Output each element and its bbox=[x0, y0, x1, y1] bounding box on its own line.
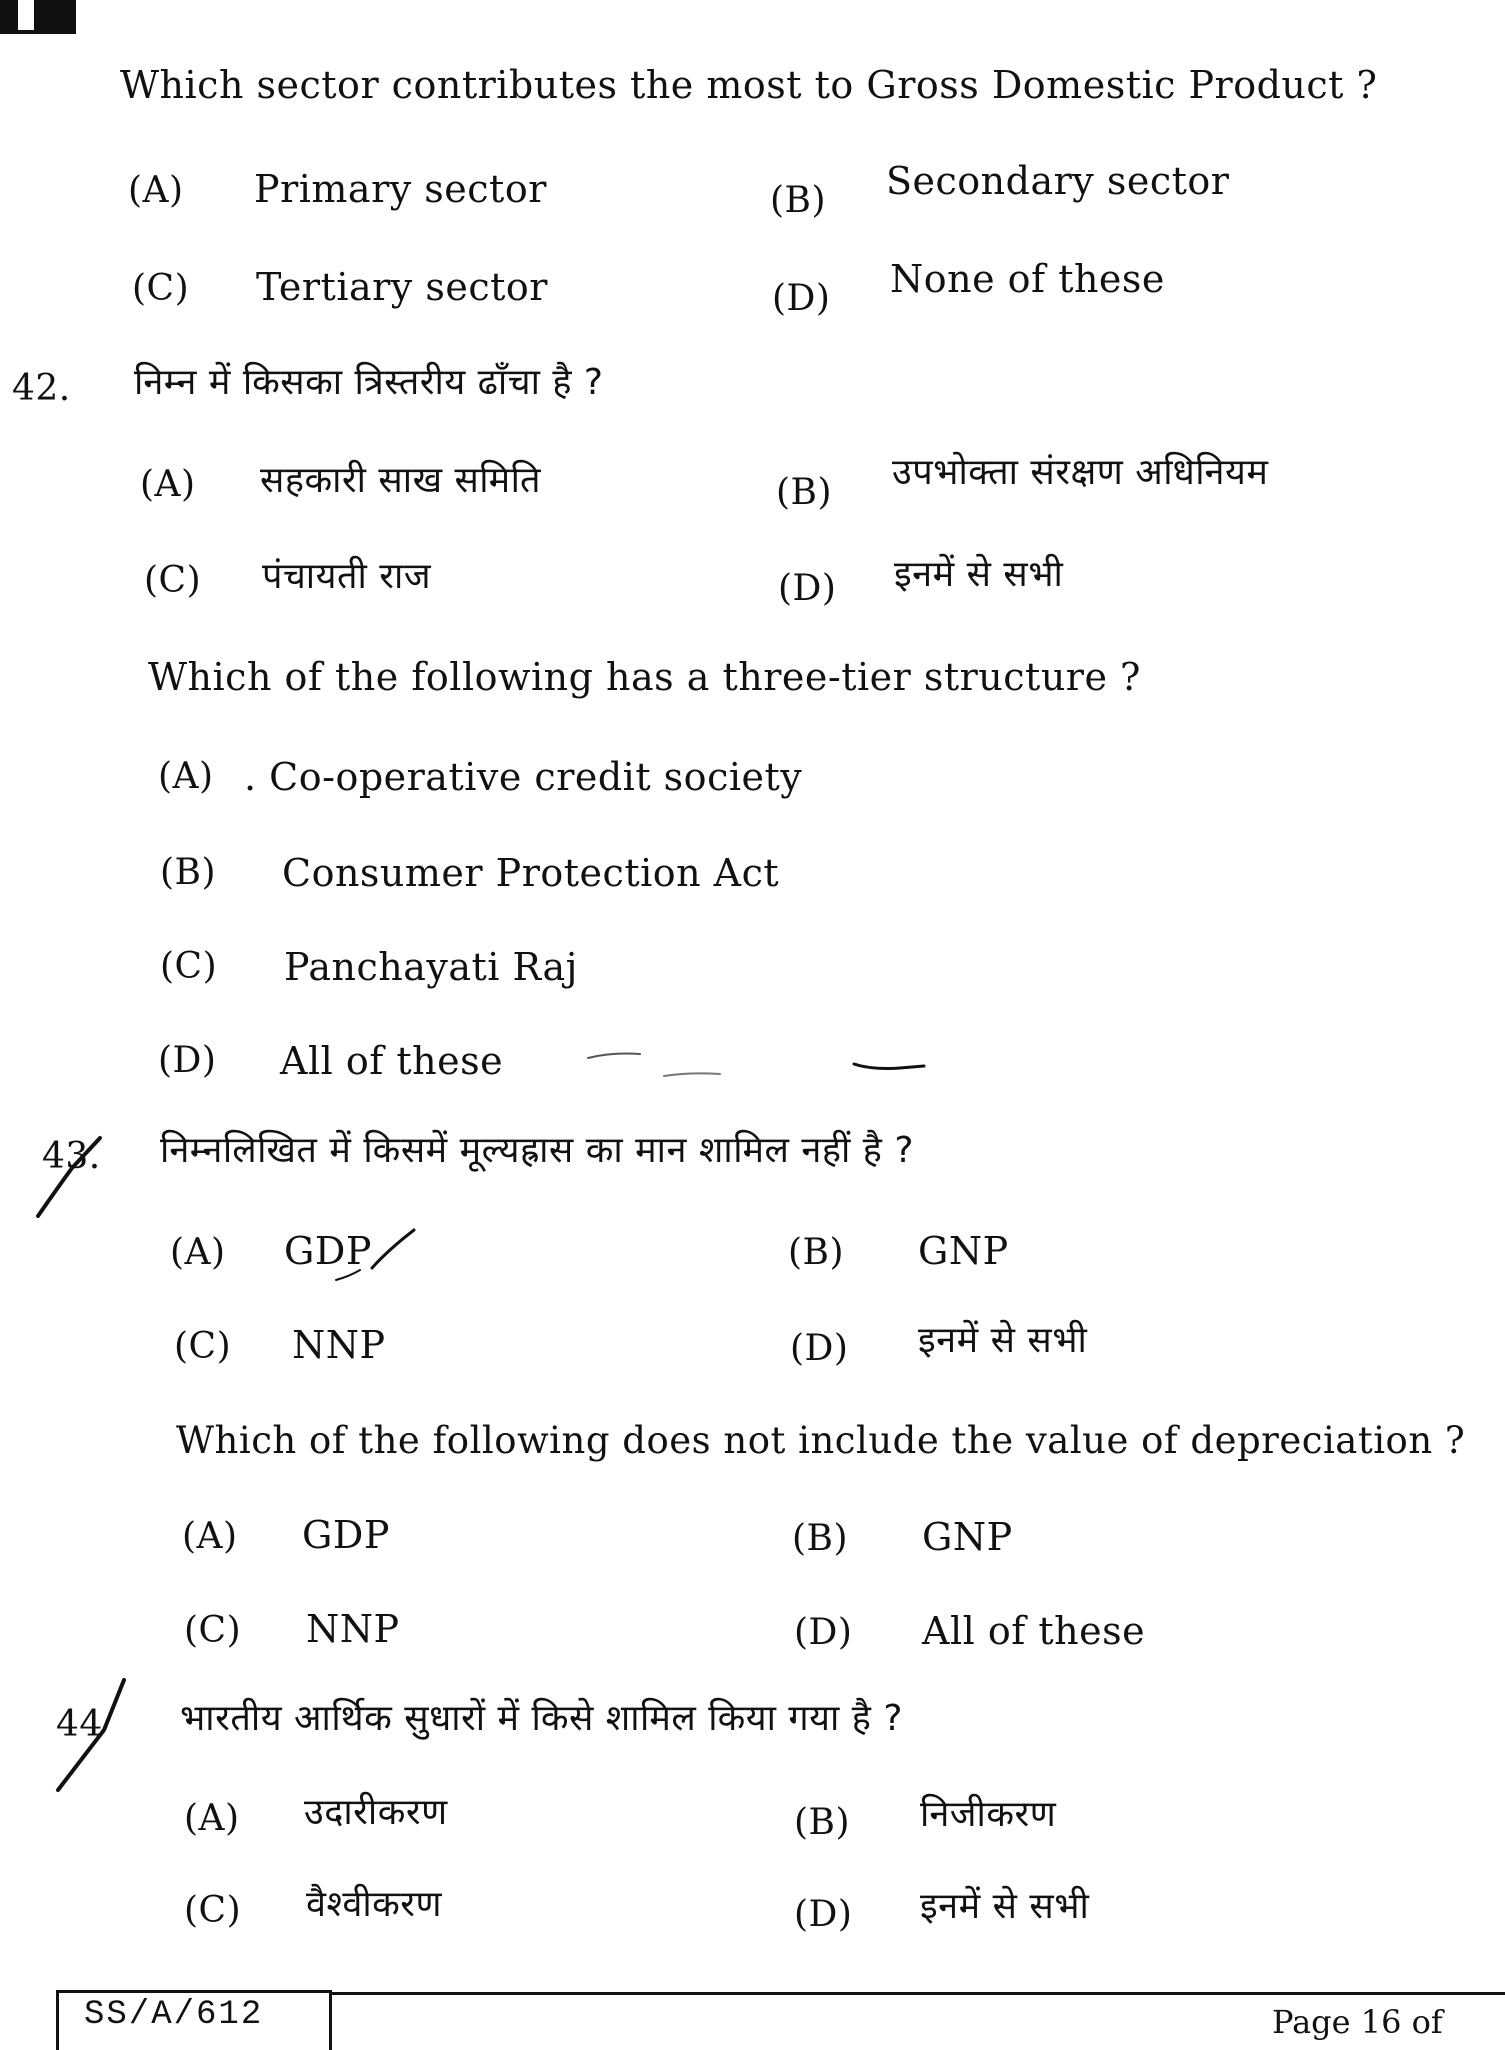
q41-option-d-text: None of these bbox=[890, 257, 1165, 301]
q42-hindi-option-b-label: (B) bbox=[776, 472, 833, 513]
q43-gdp-slash-mark bbox=[372, 1230, 414, 1268]
q42-question-hindi: निम्न में किसका त्रिस्तरीय ढाँचा है ? bbox=[134, 362, 604, 403]
q41-option-b-text: Secondary sector bbox=[886, 159, 1230, 203]
q44-option-c-label: (C) bbox=[184, 1890, 242, 1931]
q44-option-b-text: निजीकरण bbox=[920, 1794, 1057, 1835]
footer-rule bbox=[332, 1992, 1505, 1995]
q43-question-english: Which of the following does not include the value of depreciation ? bbox=[176, 1419, 1466, 1462]
q43-english-option-d-label: (D) bbox=[794, 1612, 853, 1653]
q44-option-d-text: इनमें से सभी bbox=[920, 1886, 1090, 1927]
q42-question-english: Which of the following has a three-tier structure ? bbox=[148, 655, 1141, 699]
q42-english-option-c-label: (C) bbox=[160, 946, 218, 987]
q42-hindi-option-b-text: उपभोक्ता संरक्षण अधिनियम bbox=[892, 452, 1269, 493]
q41-option-b-label: (B) bbox=[770, 180, 827, 221]
q43-hindi-option-c-label: (C) bbox=[174, 1326, 232, 1367]
q42-english-option-b-label: (B) bbox=[160, 852, 217, 893]
q43-hindi-option-d-label: (D) bbox=[790, 1328, 849, 1369]
q42-hindi-option-a-label: (A) bbox=[140, 464, 196, 505]
q43-english-option-c-label: (C) bbox=[184, 1610, 242, 1651]
q44-option-d-label: (D) bbox=[794, 1894, 853, 1935]
q42-hindi-option-d-label: (D) bbox=[778, 568, 837, 609]
q42-english-option-a-text: . Co-operative credit society bbox=[244, 755, 803, 799]
q44-option-b-label: (B) bbox=[794, 1802, 851, 1843]
q44-number: 44 bbox=[56, 1704, 103, 1745]
q43-english-option-c-text: NNP bbox=[306, 1607, 400, 1651]
q43-hindi-option-a-label: (A) bbox=[170, 1232, 226, 1273]
footer-page-number: Page 16 of bbox=[1272, 2003, 1443, 2041]
q42-english-option-b-text: Consumer Protection Act bbox=[282, 851, 780, 895]
q43-hindi-option-c-text: NNP bbox=[292, 1323, 386, 1367]
q43-english-option-b-label: (B) bbox=[792, 1518, 849, 1559]
q43-number: 43. bbox=[42, 1136, 101, 1177]
q41-option-c-label: (C) bbox=[132, 268, 190, 309]
q42-english-option-a-label: (A) bbox=[158, 756, 214, 797]
stray-pen-mark-2 bbox=[588, 1054, 640, 1059]
q43-hindi-option-b-text: GNP bbox=[918, 1229, 1009, 1273]
q44-option-a-label: (A) bbox=[184, 1798, 240, 1839]
q43-hindi-option-d-text: इनमें से सभी bbox=[918, 1320, 1088, 1361]
q42-english-option-d-text: All of these bbox=[280, 1039, 504, 1083]
q42-hindi-option-c-label: (C) bbox=[144, 560, 202, 601]
q42-english-option-d-label: (D) bbox=[158, 1040, 217, 1081]
q41-option-a-label: (A) bbox=[128, 170, 184, 211]
q43-hindi-option-a-text: GDP bbox=[284, 1229, 372, 1273]
q42-hindi-option-c-text: पंचायती राज bbox=[262, 556, 432, 597]
q44-option-c-text: वैश्वीकरण bbox=[306, 1884, 443, 1925]
q42-number: 42. bbox=[12, 368, 71, 409]
q43-english-option-b-text: GNP bbox=[922, 1515, 1013, 1559]
q41-option-c-text: Tertiary sector bbox=[256, 265, 548, 309]
q44-tick-mark bbox=[58, 1680, 124, 1790]
stray-pen-mark bbox=[854, 1064, 924, 1069]
q44-question-hindi: भारतीय आर्थिक सुधारों में किसे शामिल किया गया है ? bbox=[180, 1698, 903, 1739]
q43-gdp-underline-mark bbox=[336, 1270, 360, 1280]
q43-hindi-option-b-label: (B) bbox=[788, 1232, 845, 1273]
q44-option-a-text: उदारीकरण bbox=[304, 1792, 448, 1833]
q43-english-option-a-label: (A) bbox=[182, 1516, 238, 1557]
q41-option-a-text: Primary sector bbox=[254, 167, 547, 211]
q43-english-option-a-text: GDP bbox=[302, 1513, 390, 1557]
q41-option-d-label: (D) bbox=[772, 278, 831, 319]
q42-english-option-c-text: Panchayati Raj bbox=[284, 945, 578, 989]
footer-paper-code: SS/A/612 bbox=[84, 1996, 264, 2034]
q42-hindi-option-a-text: सहकारी साख समिति bbox=[260, 460, 541, 501]
q42-hindi-option-d-text: इनमें से सभी bbox=[894, 554, 1064, 595]
q43-question-hindi: निम्नलिखित में किसमें मूल्यह्रास का मान शामिल नहीं है ? bbox=[160, 1130, 914, 1171]
q43-english-option-d-text: All of these bbox=[922, 1609, 1146, 1653]
stray-pen-mark-3 bbox=[664, 1073, 720, 1076]
q41-question: Which sector contributes the most to Gross Domestic Product ? bbox=[120, 63, 1378, 107]
q43-tick-mark bbox=[38, 1138, 100, 1216]
